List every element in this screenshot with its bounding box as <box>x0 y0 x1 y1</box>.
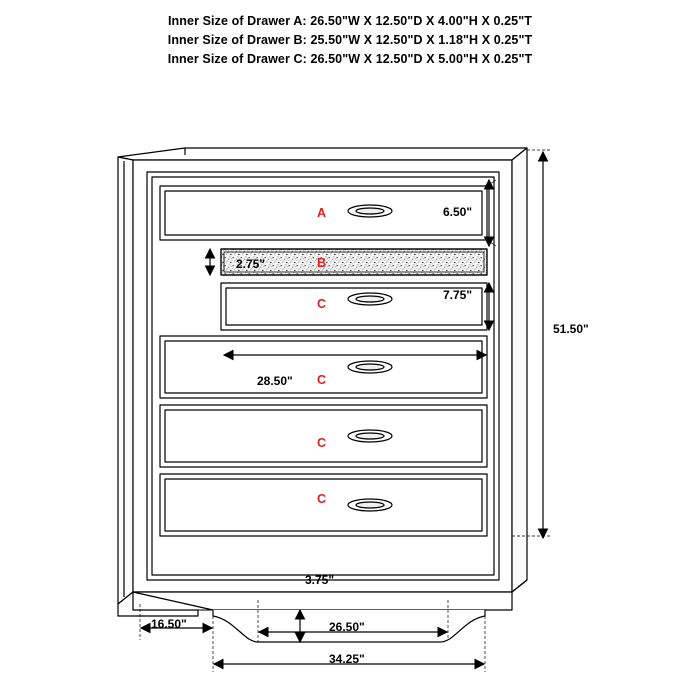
dim-overall-width: 34.25" <box>329 652 365 666</box>
drawer-label-b: B <box>317 256 327 270</box>
drawer-label-c3: C <box>317 436 327 450</box>
drawer-label-c4: C <box>317 492 327 506</box>
dim-depth: 16.50" <box>151 617 187 631</box>
spec-line-drawer-c: Inner Size of Drawer C: 26.50"W X 12.50"D X 5.00"H X 0.25"T <box>167 52 533 66</box>
drawer-label-c1: C <box>317 297 327 311</box>
spec-line-drawer-a: Inner Size of Drawer A: 26.50"W X 12.50"D X 4.00"H X 0.25"T <box>167 14 532 28</box>
spec-line-drawer-b: Inner Size of Drawer B: 25.50"W X 12.50"D X 1.18"H X 0.25"T <box>167 33 533 47</box>
dim-drawer-a-height: 6.50" <box>443 205 473 219</box>
dim-drawer-width: 28.50" <box>257 374 293 388</box>
dim-overall-height: 51.50" <box>553 322 589 336</box>
dim-drawer-b-height: 2.75" <box>236 257 266 271</box>
dim-inner-width: 26.50" <box>329 620 365 634</box>
drawer-label-a: A <box>317 206 327 220</box>
drawer-label-c2: C <box>317 373 327 387</box>
dim-drawer-c-height: 7.75" <box>443 288 473 302</box>
dim-foot-height: 3.75" <box>305 573 335 587</box>
